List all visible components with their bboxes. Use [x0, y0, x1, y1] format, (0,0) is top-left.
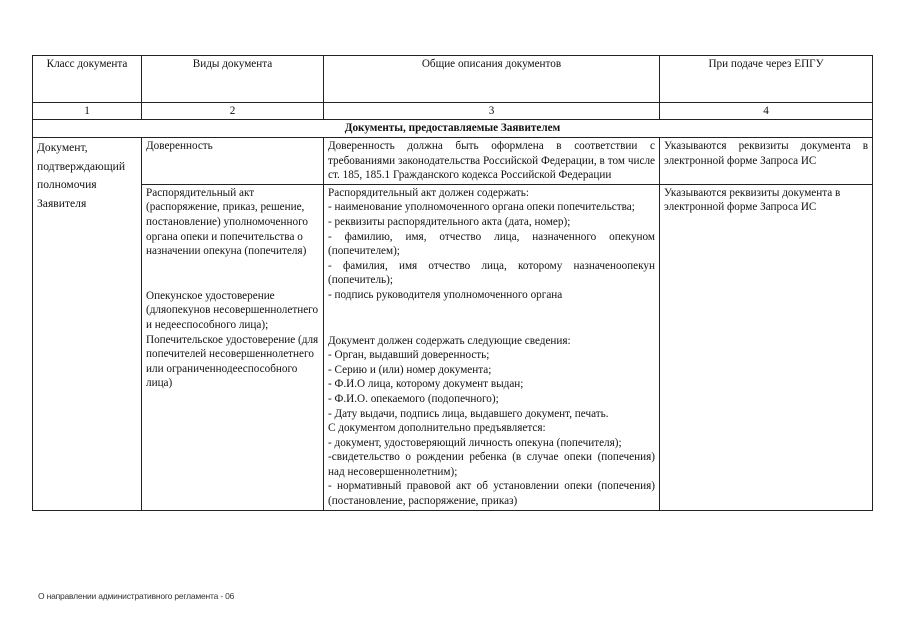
epgu-cell: Указываются реквизиты документа в электронной форме Запроса ИС: [660, 184, 873, 510]
list-item: - фамилия, имя отчество лица, которому назначеноопекун (попечитель);: [328, 259, 655, 287]
column-number: 2: [142, 103, 324, 120]
list-item: - наименование уполномоченного органа опеки попечительства;: [328, 201, 635, 214]
epgu-cell: Указываются реквизиты документа в электронной форме Запроса ИС: [660, 138, 873, 185]
column-numbers-row: [33, 103, 873, 120]
document-kind-cell: [142, 184, 324, 510]
column-number: 4: [660, 103, 873, 120]
list-item: - Ф.И.О лица, которому документ выдан;: [328, 378, 524, 391]
document-kind-order: Распорядительный акт (распоряжение, приказ, решение, постановление) уполномоченного органа опеки и попечительства о назначении опекуна (попечителя): [146, 186, 308, 258]
header-document-descriptions: Общие описания документов: [324, 56, 660, 103]
list-item: - нормативный правовой акт об установлении опеки (попечения) (постановление, распоряжение, приказ): [328, 480, 655, 508]
header-document-kinds: Виды документа: [142, 56, 324, 103]
section-title: Документы, предоставляемые Заявителем: [33, 120, 873, 138]
documents-table: [32, 55, 873, 511]
list-item: - Орган, выдавший доверенность;: [328, 349, 490, 362]
spacer: [328, 303, 655, 334]
document-kind-trustee-certificate: Попечительское удостоверение (для попечителей несовершеннолетнего или ограниченнодееспособного лица): [146, 333, 319, 390]
list-item: - Ф.И.О. опекаемого (подопечного);: [328, 392, 499, 405]
list-item: - документ, удостоверяющий личность опекуна (попечителя);: [328, 436, 622, 449]
list-item: - реквизиты распорядительного акта (дата, номер);: [328, 215, 571, 228]
section-title-row: [33, 120, 873, 138]
page-footer: О направлении административного регламента - 06: [38, 591, 235, 601]
list-item: - подпись руководителя уполномоченного органа: [328, 288, 563, 301]
spacer: [146, 259, 319, 289]
list-item: - Серию и (или) номер документа;: [328, 363, 492, 376]
list-item: - фамилию, имя, отчество лица, назначенного опекуном (попечителем);: [328, 230, 655, 258]
list-item: -свидетельство о рождении ребенка (в случае опеки (попечения) над несовершеннолетним);: [328, 451, 655, 478]
document-class-cell: Документ, подтверждающий полномочия Заявителя: [33, 138, 142, 511]
document-description-cell: Доверенность должна быть оформлена в соответствии с требованиями законодательства Российской Федерации, в том числе ст. 185, 185.1 Гражданского кодекса Российской Федерации: [324, 138, 660, 185]
column-number: 3: [324, 103, 660, 120]
header-epgu-submission: При подаче через ЕПГУ: [660, 56, 873, 103]
header-document-class: Класс документа: [33, 56, 142, 103]
document-kind-guardian-certificate: Опекунское удостоверение (дляопекунов несовершеннолетнего и недееспособного лица);: [146, 289, 319, 331]
document-description-cell: [324, 184, 660, 510]
table-header-row: [33, 56, 873, 103]
description-title: Распорядительный акт должен содержать:: [328, 186, 529, 199]
description-title: Документ должен содержать следующие сведения:: [328, 334, 571, 347]
list-item: - Дату выдачи, подпись лица, выдавшего документ, печать.: [328, 407, 609, 420]
column-number: 1: [33, 103, 142, 120]
description-title: С документом дополнительно предъявляется:: [328, 422, 546, 435]
document-kind-cell: Доверенность: [142, 138, 324, 185]
table-row: [33, 184, 873, 510]
table-row: [33, 138, 873, 185]
